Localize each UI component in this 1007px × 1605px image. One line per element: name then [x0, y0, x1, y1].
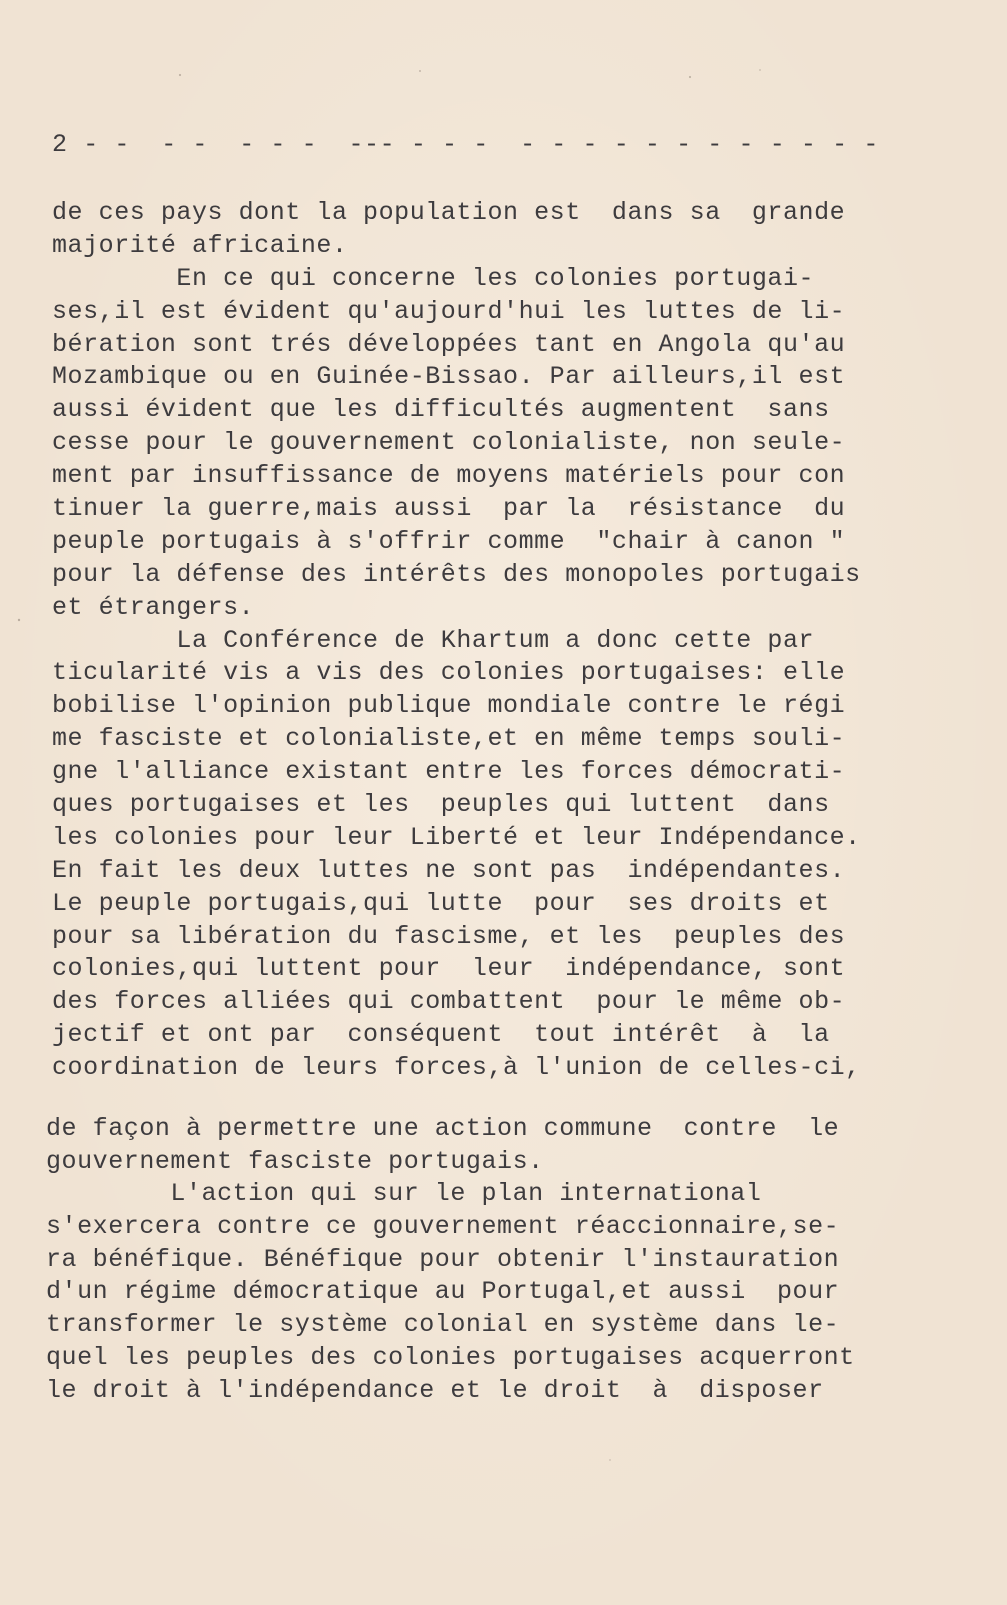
text-line: de ces pays dont la population est dans sa grande — [52, 198, 846, 227]
text-line: ticularité vis a vis des colonies portugaises: elle — [52, 658, 846, 688]
text-line: ses,il est évident qu'aujourd'hui les luttes de li- — [52, 296, 846, 326]
text-line: les colonies pour leur Liberté et leur Indépendance. — [52, 822, 861, 852]
page-number-header: 2 - - - - - - - --- - - - - - - - - - - - - - - - — [52, 130, 879, 159]
text-line: pour la défense des intérêts des monopoles portugais — [52, 559, 861, 589]
text-line: pour sa libération du fascisme, et les peuples des — [52, 921, 846, 951]
text-line: En fait les deux luttes ne sont pas indépendantes. — [52, 855, 846, 885]
text-line: Le peuple portugais,qui lutte pour ses droits et — [52, 888, 830, 918]
text-line: et étrangers. — [52, 592, 255, 622]
body-text-block-2 — [46, 1113, 855, 1407]
text-line: des forces alliées qui combattent pour le même ob- — [52, 987, 846, 1017]
body-text-block-1 — [52, 197, 861, 1085]
text-line: gne l'alliance existant entre les forces démocrati- — [52, 757, 846, 787]
text-line: transformer le système colonial en système dans le- — [46, 1310, 840, 1340]
text-line: cesse pour le gouvernement colonialiste, non seule- — [52, 428, 846, 458]
text-line: bération sont trés développées tant en Angola qu'au — [52, 329, 846, 359]
text-line: quel les peuples des colonies portugaises acquerront — [46, 1342, 855, 1372]
text-line: ques portugaises et les peuples qui luttent dans — [52, 790, 830, 820]
text-line: L'action qui sur le plan international — [46, 1179, 762, 1209]
text-line: bobilise l'opinion publique mondiale contre le régi — [52, 691, 846, 721]
text-line: s'exercera contre ce gouvernement réaccionnaire,se- — [46, 1212, 840, 1242]
text-line: peuple portugais à s'offrir comme "chair à canon " — [52, 526, 846, 556]
text-line: aussi évident que les difficultés augmentent sans — [52, 395, 830, 425]
text-line: ment par insuffissance de moyens matériels pour con — [52, 461, 846, 491]
text-line: le droit à l'indépendance et le droit à disposer — [46, 1375, 824, 1405]
text-line: d'un régime démocratique au Portugal,et aussi pour — [46, 1277, 840, 1307]
text-line: Mozambique ou en Guinée-Bissao. Par ailleurs,il est — [52, 362, 846, 392]
text-line: majorité africaine. — [52, 230, 348, 260]
text-line: colonies,qui luttent pour leur indépendance, sont — [52, 954, 846, 984]
text-line: jectif et ont par conséquent tout intérêt à la — [52, 1020, 830, 1050]
text-line: me fasciste et colonialiste,et en même temps souli- — [52, 724, 846, 754]
text-line: La Conférence de Khartum a donc cette par — [52, 625, 815, 655]
text-line: coordination de leurs forces,à l'union de celles-ci, — [52, 1053, 861, 1083]
text-line: tinuer la guerre,mais aussi par la résistance du — [52, 494, 846, 524]
text-line: ra bénéfique. Bénéfique pour obtenir l'instauration — [46, 1244, 840, 1274]
text-line: gouvernement fasciste portugais. — [46, 1146, 544, 1176]
text-line: En ce qui concerne les colonies portugai- — [52, 263, 815, 293]
text-line: de façon à permettre une action commune contre le — [46, 1114, 840, 1143]
